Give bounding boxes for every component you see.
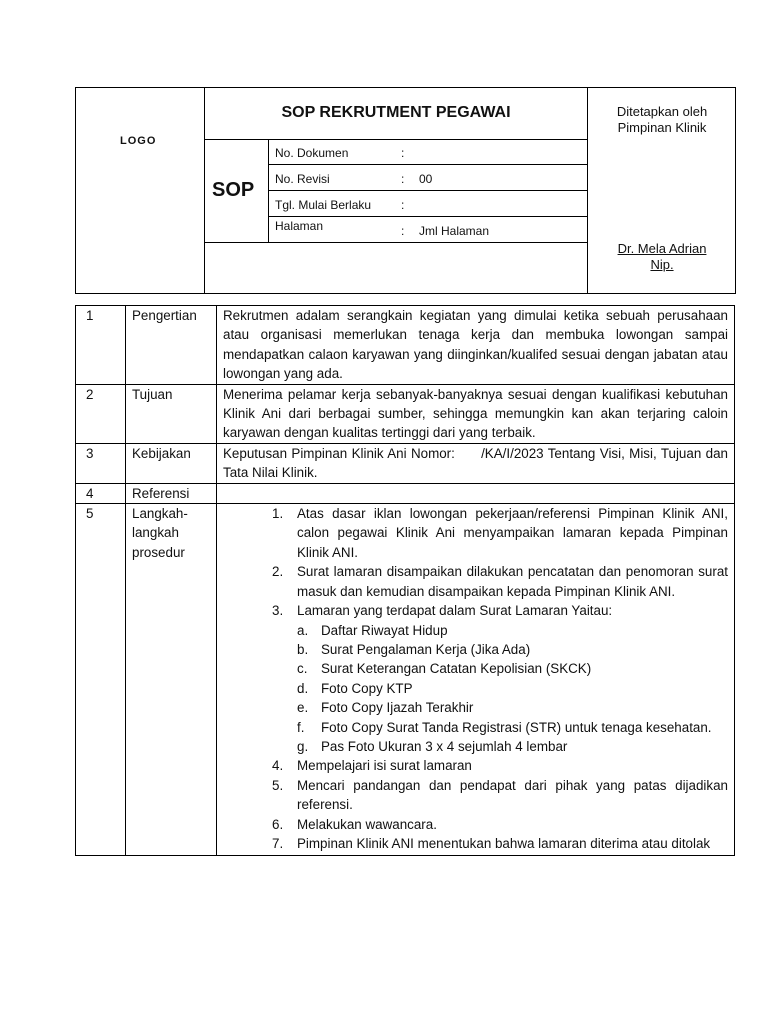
row-number: 3 <box>76 443 126 483</box>
step-marker: 3. <box>272 603 284 619</box>
list-item <box>297 737 728 756</box>
list-item <box>272 815 728 834</box>
document-title: SOP REKRUTMENT PEGAWAI <box>281 104 511 121</box>
row-content: Menerima pelamar kerja sebanyak-banyaknya sesuai dengan kualifikasi kebutuhan Klinik Ani dari berbagai sumber, sehingga memungkin kan akan terjaring caloin karyawan dengan kualitas tertinggi dari yang terbaik. <box>217 384 735 443</box>
sop-label: SOP <box>212 179 255 201</box>
established-by: Ditetapkan oleh Pimpinan Klinik <box>616 104 708 135</box>
sub-marker: b. <box>297 641 309 657</box>
row-content: Rekrutmen adalam serangkain kegiatan yang dimulai ketika sebuah perusahaan atau organisasi memerlukan tenaga kerja dan membuka lowongan sampai mendapatkan calaon karyawan yang diinginkan/kualifed sesuai dengan jabatan atau lowongan yang ada. <box>217 306 735 385</box>
step-marker: 5. <box>272 777 284 793</box>
list-item <box>297 640 728 659</box>
field-value-no-revisi: 00 <box>419 172 433 186</box>
table-row <box>76 384 735 443</box>
sub-text: Surat Pengalaman Kerja (Jika Ada) <box>321 641 531 657</box>
row-content <box>217 504 735 856</box>
sub-marker: e. <box>297 700 309 716</box>
table-row <box>76 443 735 483</box>
table-row <box>76 483 735 503</box>
list-item <box>272 834 728 853</box>
field-value-halaman: Jml Halaman <box>419 224 490 238</box>
sub-marker: c. <box>297 661 308 677</box>
step-text: Pimpinan Klinik ANI menentukan bahwa lamaran diterima atau ditolak <box>297 835 711 851</box>
row-label: Pengertian <box>126 306 217 385</box>
list-item <box>272 756 728 775</box>
field-colon: : <box>401 198 405 212</box>
step-marker: 1. <box>272 506 284 522</box>
list-item <box>272 601 728 756</box>
step-marker: 7. <box>272 835 284 851</box>
table-row <box>76 306 735 385</box>
row-content: Keputusan Pimpinan Klinik Ani Nomor: /KA/I/2023 Tentang Visi, Misi, Tujuan dan Tata Nilai Klinik. <box>217 443 735 483</box>
list-item <box>297 718 728 737</box>
list-item <box>272 504 728 562</box>
step-text: Melakukan wawancara. <box>297 816 437 832</box>
row-number: 2 <box>76 384 126 443</box>
procedure-table <box>75 305 735 856</box>
row-label: Kebijakan <box>126 443 217 483</box>
row-number: 1 <box>76 306 126 385</box>
list-item <box>272 776 728 815</box>
step-text: Atas dasar iklan lowongan pekerjaan/referensi Pimpinan Klinik ANI, calon pegawai Klinik Ani menyampaikan lamaran kepada Pimpinan Klinik ANI. <box>297 506 728 560</box>
sub-text: Foto Copy KTP <box>321 680 413 696</box>
sub-marker: g. <box>297 738 309 754</box>
field-label-no-revisi: No. Revisi <box>275 172 330 186</box>
table-row <box>76 504 735 856</box>
list-item <box>297 698 728 717</box>
list-item <box>297 659 728 678</box>
sub-marker: f. <box>297 719 305 735</box>
list-item <box>297 679 728 698</box>
step-text: Mempelajari isi surat lamaran <box>297 758 472 774</box>
field-colon: : <box>401 146 405 160</box>
step-marker: 6. <box>272 816 284 832</box>
sub-marker: a. <box>297 622 309 638</box>
sub-marker: d. <box>297 680 309 696</box>
list-item <box>297 621 728 640</box>
row-label: Langkah- langkah prosedur <box>126 504 217 856</box>
logo-placeholder: LOGO <box>120 135 157 147</box>
row-content <box>217 483 735 503</box>
field-label-tgl-mulai: Tgl. Mulai Berlaku <box>275 198 372 212</box>
step-text: Surat lamaran disampaikan dilakukan pencatatan dan penomoran surat masuk dan kemudian disampaikan kepada Pimpinan Klinik ANI. <box>297 564 728 599</box>
step-text: Lamaran yang terdapat dalam Surat Lamaran Yaitau: <box>297 603 613 619</box>
step-text: Mencari pandangan dan pendapat dari pihak yang patas dijadikan referensi. <box>297 777 728 813</box>
sub-text: Daftar Riwayat Hidup <box>321 622 448 638</box>
signer-name: Dr. Mela Adrian <box>617 241 707 256</box>
sub-text: Surat Keterangan Catatan Kepolisian (SKCK) <box>321 661 592 677</box>
sub-text: Pas Foto Ukuran 3 x 4 sejumlah 4 lembar <box>321 738 568 754</box>
row-label: Referensi <box>126 483 217 503</box>
step-marker: 2. <box>272 564 284 580</box>
document-requirements-list <box>297 621 728 757</box>
field-colon: : <box>401 172 405 186</box>
sub-text: Foto Copy Ijazah Terakhir <box>321 700 474 716</box>
procedure-steps <box>223 504 728 853</box>
row-number: 4 <box>76 483 126 503</box>
row-number: 5 <box>76 504 126 856</box>
row-label: Tujuan <box>126 384 217 443</box>
field-label-halaman: Halaman <box>275 219 324 233</box>
field-colon: : <box>401 224 405 238</box>
field-label-no-dokumen: No. Dokumen <box>275 146 349 160</box>
list-item <box>272 562 728 601</box>
sub-text: Foto Copy Surat Tanda Registrasi (STR) untuk tenaga kesehatan. <box>321 719 712 735</box>
step-marker: 4. <box>272 758 284 774</box>
signer-nip: Nip. <box>650 257 674 272</box>
